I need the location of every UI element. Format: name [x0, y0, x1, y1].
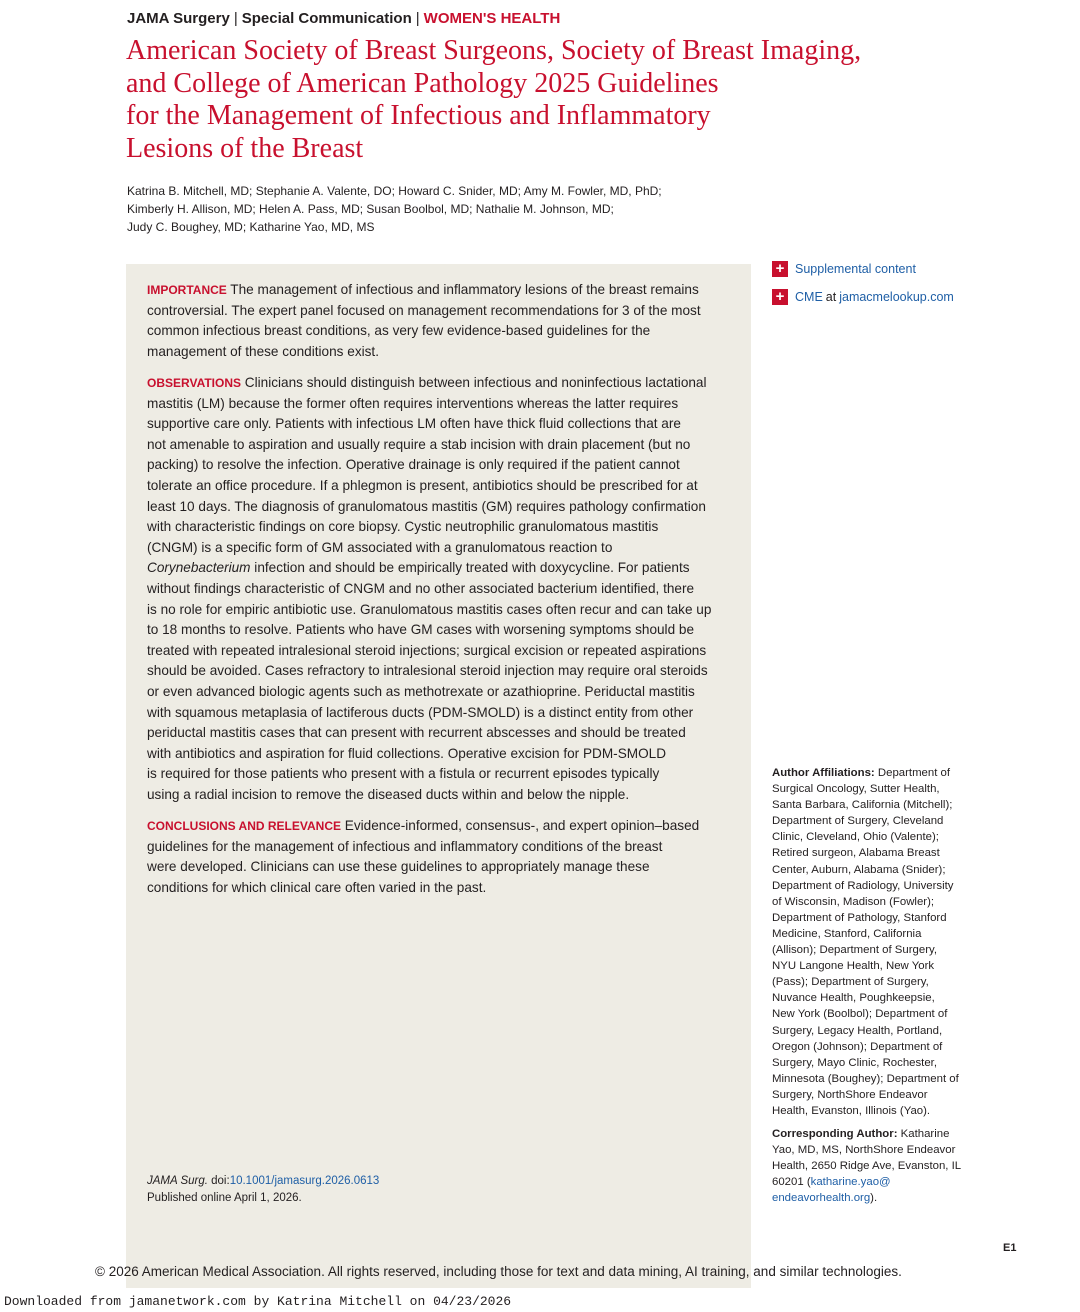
- title-line: American Society of Breast Surgeons, Society of Breast Imaging,: [126, 35, 862, 66]
- download-stamp: Downloaded from jamanetwork.com by Katrina Mitchell on 04/23/2026: [4, 1294, 512, 1309]
- citation: [147, 1173, 379, 1207]
- corresponding-text: Katharine: [897, 1128, 950, 1140]
- header-separator: |: [233, 10, 238, 27]
- title-line: Lesions of the Breast: [126, 132, 364, 164]
- affiliation-text: Department of Radiology, University: [772, 879, 954, 892]
- observations-italic-term: Corynebacterium: [147, 560, 251, 576]
- observations-text: without findings characteristic of CNGM and no other associated bacterium identified, there: [147, 580, 695, 596]
- doi-link[interactable]: 10.1001/jamasurg.2026.0613: [229, 1175, 380, 1187]
- corresponding-text: Health, 2650 Ridge Ave, Evanston, IL: [772, 1160, 962, 1173]
- affiliation-text: Oregon (Johnson); Department of: [772, 1040, 943, 1053]
- observations-text: using a radial incision to remove the diseased ducts within and below the nipple.: [147, 786, 630, 802]
- affiliation-text: Surgical Oncology, Sutter Health,: [772, 783, 940, 796]
- affiliation-text: New York (Boolbol); Department of: [772, 1008, 948, 1021]
- author-line: Katrina B. Mitchell, MD; Stephanie A. Valente, DO; Howard C. Snider, MD; Amy M. Fowler, MD, PhD;: [127, 184, 662, 198]
- header-separator: |: [415, 10, 420, 27]
- title-line: for the Management of Infectious and Inflammatory: [126, 100, 711, 131]
- affiliation-text: Health, Evanston, Illinois (Yao).: [772, 1104, 931, 1117]
- cme-url[interactable]: jamacmelookup.com: [839, 290, 954, 304]
- email-link[interactable]: katharine.yao@: [810, 1176, 891, 1189]
- affiliation-text: Santa Barbara, California (Mitchell);: [772, 799, 953, 812]
- importance-text: The management of infectious and inflammatory lesions of the breast remains: [226, 282, 699, 297]
- observations-text: to 18 months to resolve. Patients who have GM cases with worsening symptoms should be: [147, 622, 695, 638]
- affiliation-text: Nuvance Health, Poughkeepsie,: [772, 992, 935, 1005]
- affiliation-text: Minnesota (Boughey); Department of: [772, 1072, 959, 1085]
- conclusions-label: CONCLUSIONS AND RELEVANCE: [147, 819, 342, 833]
- observations-text: is no role for empiric antibiotic use. Granulomatous mastitis cases often recur and can take up: [147, 601, 712, 617]
- journal-header: [127, 10, 560, 27]
- author-line: Kimberly H. Allison, MD; Helen A. Pass, MD; Susan Boolbol, MD; Nathalie M. Johnson, MD;: [127, 202, 614, 216]
- observations-text: infection and should be empirically treated with doxycycline. For patients: [250, 560, 690, 576]
- supplemental-label: Supplemental content: [795, 262, 916, 276]
- affiliation-text: Medicine, Stanford, California: [772, 927, 922, 940]
- affiliation-text: Surgery, Mayo Clinic, Rochester,: [772, 1056, 938, 1069]
- affiliation-text: Clinic, Cleveland, Ohio (Valente);: [772, 831, 939, 844]
- copyright-notice: © 2026 American Medical Association. All rights reserved, including those for text and data mining, AI training, and similar technologies.: [95, 1264, 902, 1279]
- corresponding-text: 60201 (: [772, 1176, 811, 1189]
- affiliations-label: Author Affiliations:: [772, 767, 875, 779]
- doi-prefix: doi:: [207, 1175, 230, 1187]
- affiliation-text: Center, Auburn, Alabama (Snider);: [772, 863, 946, 876]
- plus-icon: +: [772, 261, 788, 277]
- cme-at: at: [825, 290, 837, 304]
- observations-text: (CNGM) is a specific form of GM associated with a granulomatous reaction to: [147, 539, 613, 555]
- journal-name: JAMA Surgery: [127, 10, 230, 27]
- observations-text: not amenable to aspiration and usually require a stab incision with drain placement (but no: [147, 436, 691, 452]
- observations-text: is required for those patients who present with a fistula or recurrent episodes typically: [147, 766, 660, 782]
- title-line: and College of American Pathology 2025 Guidelines: [126, 67, 719, 99]
- affiliation-text: Surgery, Legacy Health, Portland,: [772, 1024, 943, 1037]
- observations-text: treated with repeated intralesional steroid injections; surgical excision or repeated aspirations: [147, 642, 707, 658]
- affiliation-text: Department of Pathology, Stanford: [772, 911, 947, 924]
- observations-text: with squamous metaplasia of lactiferous ducts (PDM-SMOLD) is a distinct entity from other: [147, 704, 694, 720]
- author-affiliations: [772, 765, 977, 1119]
- abstract-observations: [147, 373, 732, 805]
- corresponding-author: [772, 1126, 977, 1206]
- cme-label: CME: [795, 290, 823, 304]
- conclusions-text: conditions for which clinical care often varied in the past.: [147, 879, 487, 895]
- observations-text: with characteristic findings on core biopsy. Cystic neutrophilic granulomatous mastitis: [147, 519, 659, 535]
- importance-text: management of these conditions exist.: [147, 343, 379, 359]
- affiliation-text: NYU Langone Health, New York: [772, 960, 935, 973]
- corresponding-text: Yao, MD, MS, NorthShore Endeavor: [772, 1144, 956, 1157]
- observations-text: packing) to resolve the infection. Operative drainage is only required if the patient cannot: [147, 457, 680, 473]
- observations-text: mastitis (LM) because the former often requires interventions whereas the latter requires: [147, 395, 679, 411]
- affiliation-text: Retired surgeon, Alabama Breast: [772, 847, 940, 860]
- author-list: [127, 182, 727, 236]
- article-title: [126, 35, 886, 165]
- abstract-conclusions: [147, 816, 732, 898]
- topic-label: WOMEN'S HEALTH: [423, 10, 561, 27]
- affiliation-text: (Allison); Department of Surgery,: [772, 944, 938, 957]
- observations-text: least 10 days. The diagnosis of granulomatous mastitis (GM) requires pathology confirmation: [147, 498, 706, 514]
- journal-abbrev: JAMA Surg.: [147, 1175, 208, 1187]
- abstract-box: [126, 264, 751, 1288]
- affiliation-text: Department of: [874, 767, 951, 779]
- corresponding-label: Corresponding Author:: [772, 1128, 898, 1140]
- observations-text: or even advanced biologic agents such as methotrexate or azathioprine. Periductal mastitis: [147, 683, 695, 699]
- observations-text: Clinicians should distinguish between infectious and noninfectious lactational: [241, 375, 707, 390]
- observations-text: should be avoided. Cases refractory to intralesional steroid injection may require oral steroids: [147, 663, 708, 679]
- affiliation-text: of Wisconsin, Madison (Fowler);: [772, 895, 935, 908]
- importance-text: controversial. The expert panel focused on management recommendations for 3 of the most: [147, 302, 701, 318]
- observations-text: supportive care only. Patients with infectious LM often have thick fluid collections that are: [147, 416, 681, 432]
- affiliation-text: Department of Surgery, Cleveland: [772, 815, 944, 828]
- supplemental-content-link[interactable]: [772, 261, 916, 277]
- conclusions-text: guidelines for the management of infectious and inflammatory conditions of the breast: [147, 838, 663, 854]
- observations-text: tolerate an office procedure. If a phlegmon is present, antibiotics should be prescribed for at: [147, 477, 698, 493]
- email-link[interactable]: endeavorhealth.org: [772, 1192, 871, 1205]
- published-date: Published online April 1, 2026.: [147, 1192, 302, 1204]
- affiliation-text: (Pass); Department of Surgery,: [772, 976, 929, 989]
- conclusions-text: were developed. Clinicians can use these guidelines to appropriately manage these: [147, 859, 650, 875]
- cme-link[interactable]: [772, 289, 954, 305]
- importance-text: common infectious breast conditions, as very few evidence-based guidelines for the: [147, 323, 651, 339]
- observations-text: with antibiotics and aspiration for fluid collections. Operative excision for PDM-SMOLD: [147, 745, 667, 761]
- conclusions-text: Evidence-informed, consensus-, and expert opinion–based: [341, 818, 700, 833]
- observations-text: periductal mastitis cases that can present with recurrent abscesses and should be treated: [147, 725, 686, 741]
- corresponding-text: ).: [870, 1192, 878, 1205]
- affiliation-text: Surgery, NorthShore Endeavor: [772, 1088, 928, 1101]
- plus-icon: +: [772, 289, 788, 305]
- observations-label: OBSERVATIONS: [147, 376, 242, 390]
- page-number: E1: [1003, 1242, 1017, 1254]
- article-type: Special Communication: [241, 10, 412, 27]
- importance-label: IMPORTANCE: [147, 283, 227, 297]
- abstract-importance: [147, 280, 732, 362]
- author-line: Judy C. Boughey, MD; Katharine Yao, MD, MS: [127, 220, 375, 234]
